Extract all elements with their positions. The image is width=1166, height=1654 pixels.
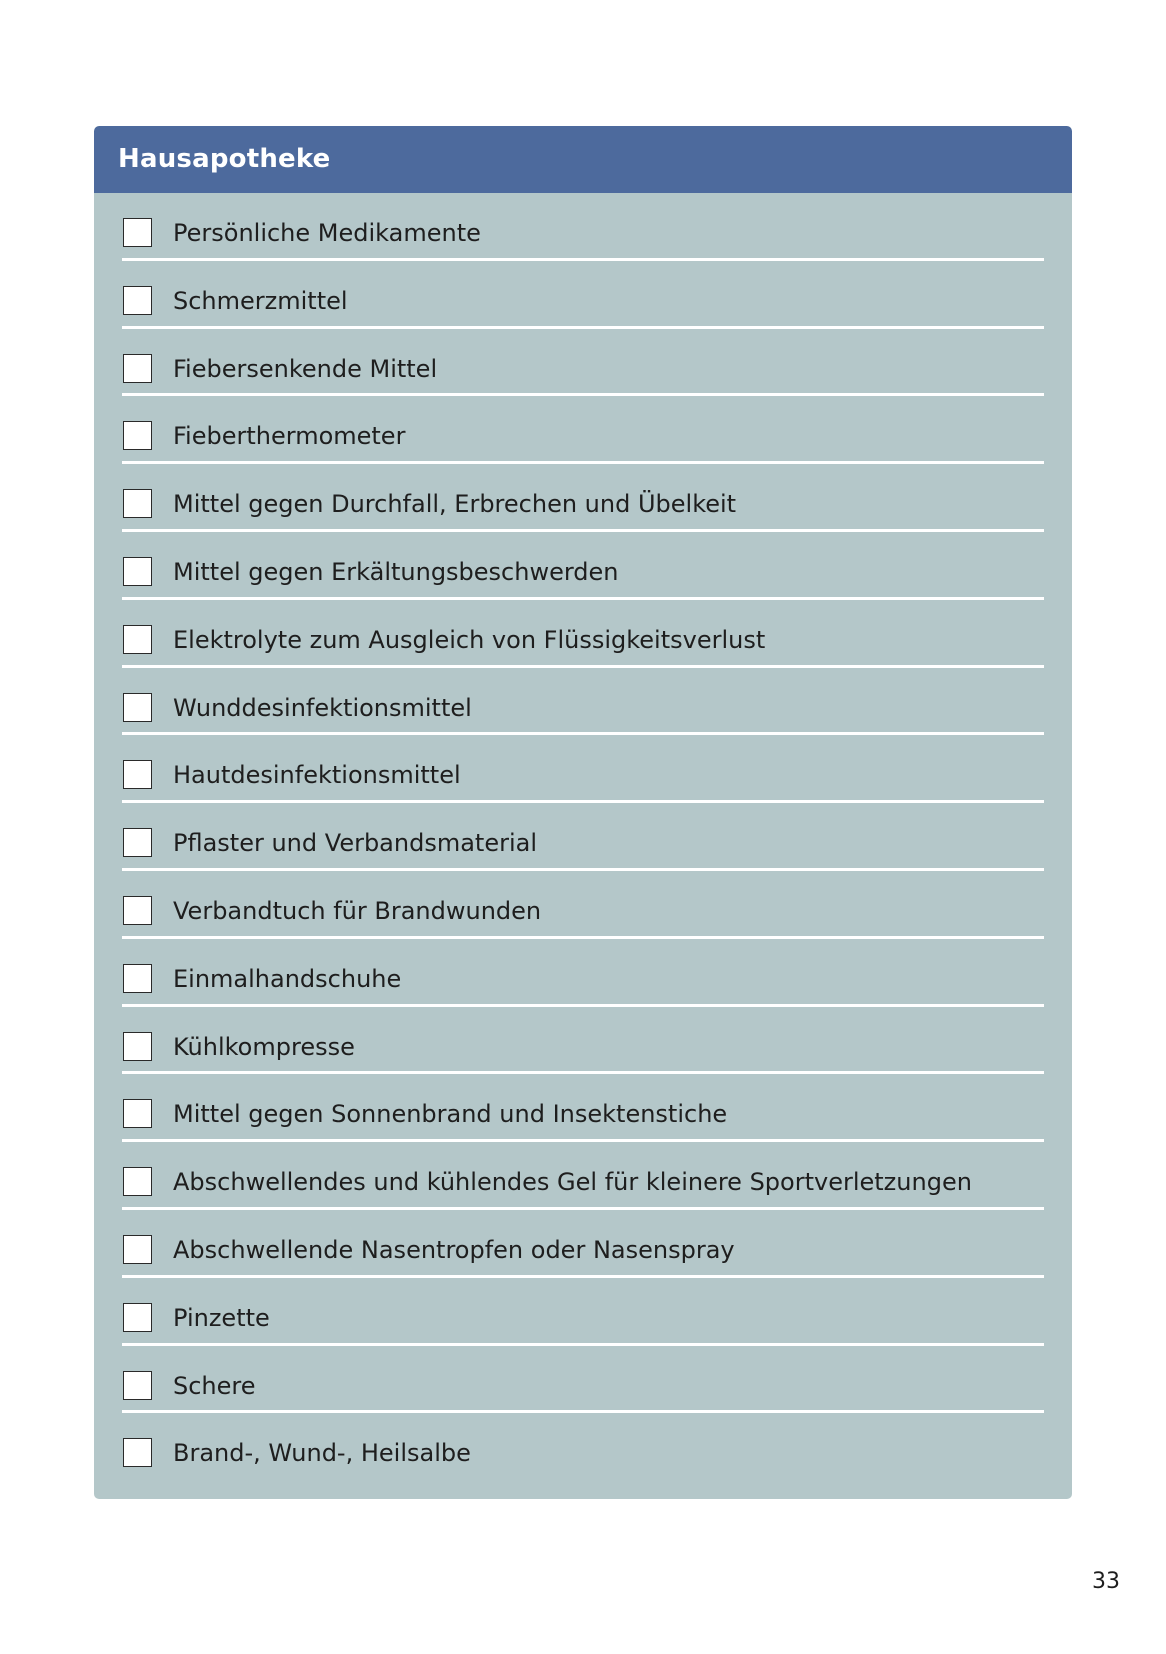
list-item-label: Mittel gegen Sonnenbrand und Insektenstiche — [173, 1100, 728, 1129]
list-item — [94, 1346, 1072, 1414]
card-header — [94, 126, 1072, 193]
checkbox[interactable] — [123, 354, 152, 383]
checkbox[interactable] — [123, 1235, 152, 1264]
checkbox[interactable] — [123, 421, 152, 450]
list-item-label: Abschwellende Nasentropfen oder Nasenspray — [173, 1235, 735, 1264]
list-item — [94, 939, 1072, 1007]
list-item-label: Brand-, Wund-, Heilsalbe — [173, 1439, 471, 1468]
list-item — [94, 261, 1072, 329]
card-title: Hausapotheke — [118, 144, 331, 174]
list-item-label: Pinzette — [173, 1303, 270, 1332]
list-item — [94, 1142, 1072, 1210]
list-item-label: Wunddesinfektionsmittel — [173, 693, 472, 722]
list-item — [94, 1413, 1072, 1481]
list-item — [94, 871, 1072, 939]
list-item — [94, 396, 1072, 464]
list-item-label: Schere — [173, 1371, 256, 1400]
list-item-label: Persönliche Medikamente — [173, 219, 481, 247]
checkbox[interactable] — [123, 896, 152, 925]
list-item — [94, 1007, 1072, 1075]
list-item — [94, 600, 1072, 668]
checkbox[interactable] — [123, 489, 152, 518]
checkbox[interactable] — [123, 557, 152, 586]
checkbox[interactable] — [123, 1371, 152, 1400]
checkbox[interactable] — [123, 760, 152, 789]
list-item — [94, 532, 1072, 600]
list-item — [94, 1210, 1072, 1278]
checkbox[interactable] — [123, 1438, 152, 1467]
list-item — [94, 464, 1072, 532]
list-item-label: Mittel gegen Durchfall, Erbrechen und Übelkeit — [173, 490, 737, 519]
list-item — [94, 735, 1072, 803]
checkbox[interactable] — [123, 286, 152, 315]
checkbox[interactable] — [123, 218, 152, 247]
checklist-card — [94, 126, 1072, 1499]
checkbox[interactable] — [123, 625, 152, 654]
checkbox[interactable] — [123, 828, 152, 857]
list-item — [94, 668, 1072, 736]
checkbox[interactable] — [123, 1099, 152, 1128]
list-item-label: Verbandtuch für Brandwunden — [173, 896, 542, 925]
checkbox[interactable] — [123, 693, 152, 722]
list-item-label: Kühlkompresse — [173, 1032, 355, 1061]
checkbox[interactable] — [123, 1167, 152, 1196]
list-item-label: Fiebersenkende Mittel — [173, 354, 438, 383]
checklist — [94, 193, 1072, 1481]
list-item — [94, 1278, 1072, 1346]
list-item — [94, 329, 1072, 397]
list-item-label: Mittel gegen Erkältungsbeschwerden — [173, 557, 619, 586]
checkbox[interactable] — [123, 1303, 152, 1332]
list-item-label: Einmalhandschuhe — [173, 964, 402, 993]
checkbox[interactable] — [123, 964, 152, 993]
list-item-label: Pflaster und Verbandsmaterial — [173, 829, 538, 858]
list-item — [94, 193, 1072, 261]
list-item-label: Schmerzmittel — [173, 286, 348, 315]
page-number: 33 — [1092, 1569, 1120, 1594]
list-item-label: Hautdesinfektionsmittel — [173, 761, 461, 790]
list-item-label: Abschwellendes und kühlendes Gel für kleinere Sportverletzungen — [173, 1168, 972, 1197]
checkbox[interactable] — [123, 1032, 152, 1061]
list-item — [94, 1074, 1072, 1142]
list-item-label: Elektrolyte zum Ausgleich von Flüssigkeitsverlust — [173, 625, 766, 654]
list-item — [94, 803, 1072, 871]
list-item-label: Fieberthermometer — [173, 422, 406, 451]
